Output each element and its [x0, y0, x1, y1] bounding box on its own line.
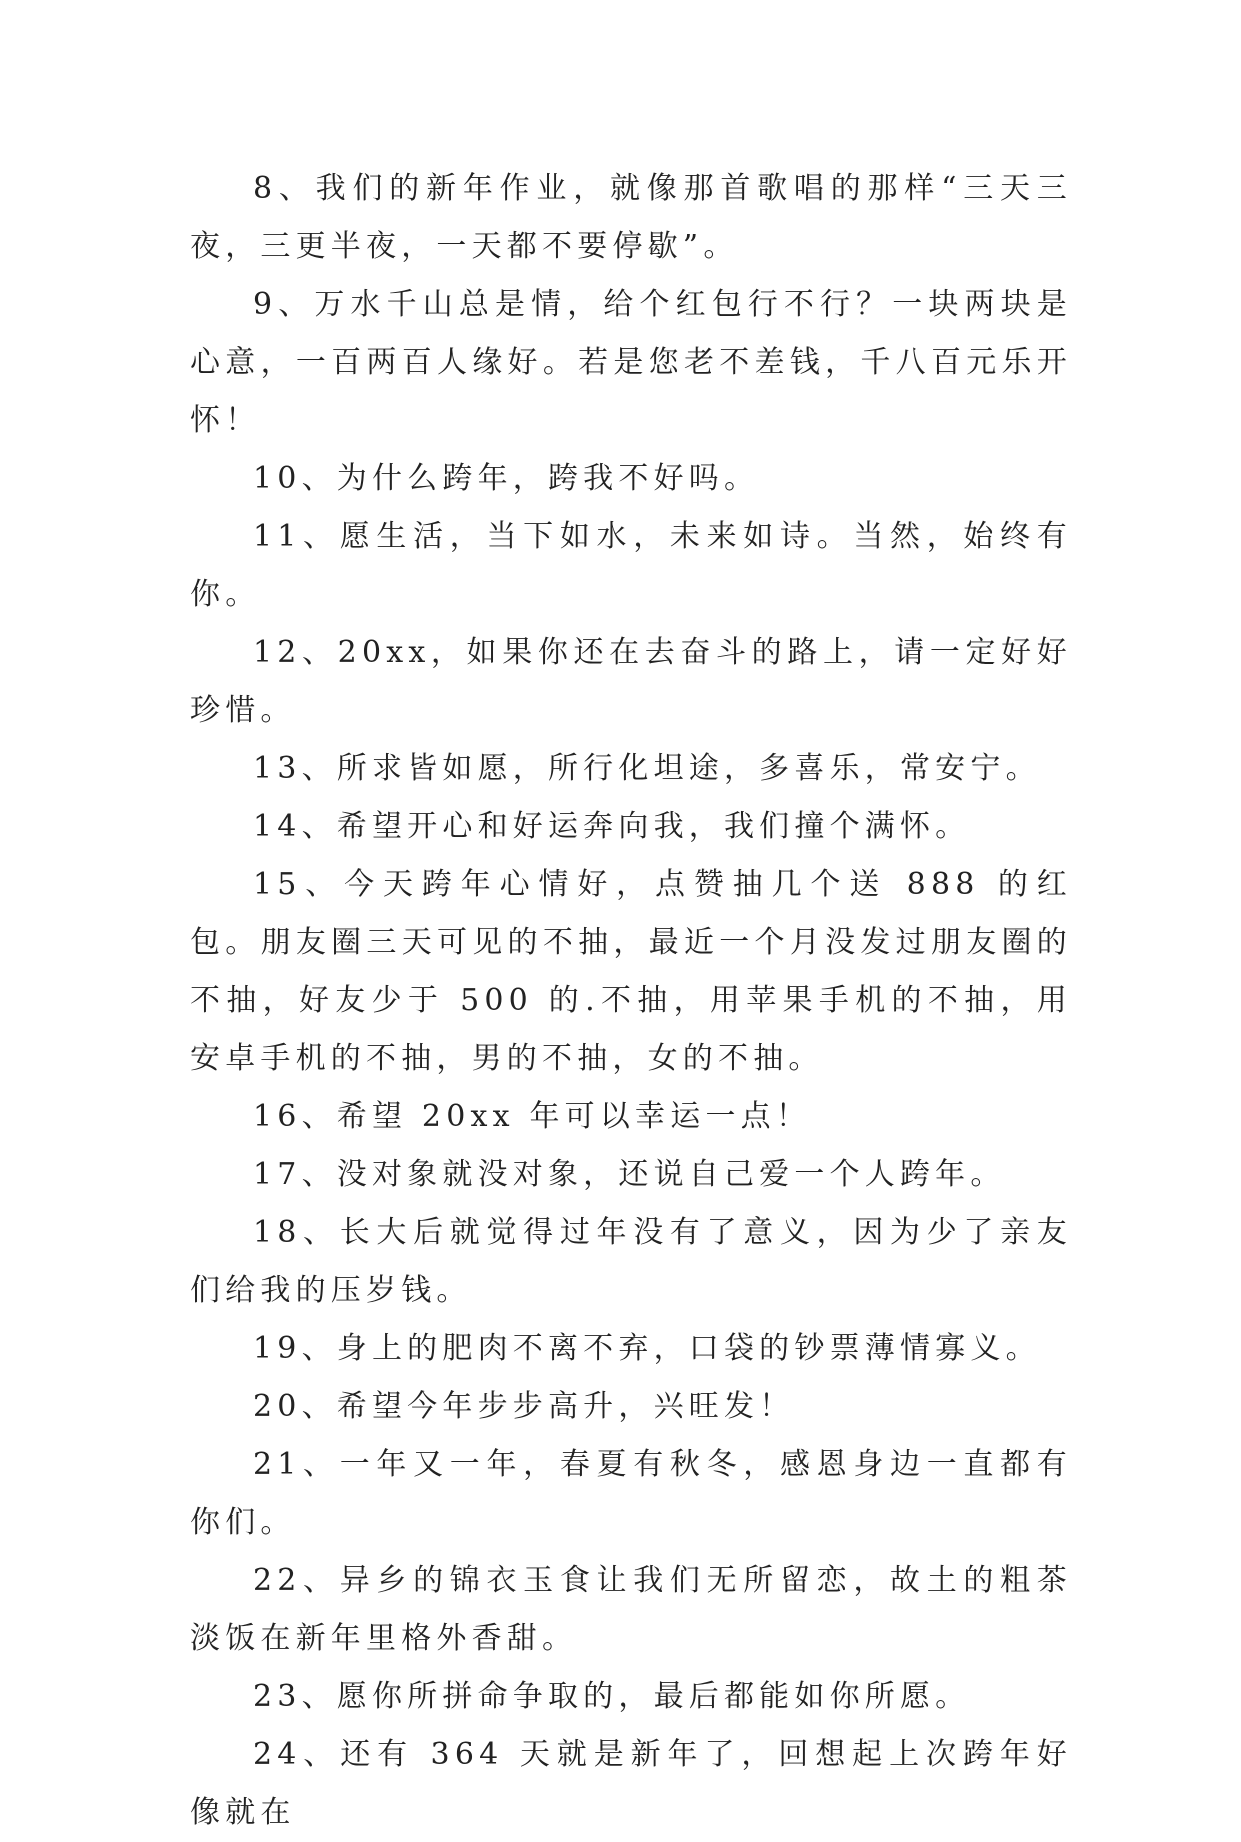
paragraph-11: 11、愿生活，当下如水，未来如诗。当然，始终有你。	[190, 519, 1072, 612]
paragraph-15: 15、今天跨年心情好，点赞抽几个送 888 的红包。朋友圈三天可见的不抽，最近一个月没发过朋友圈的不抽，好友少于 500 的.不抽，用苹果手机的不抽，用安卓手机的不抽，男的不抽，女的不抽。	[190, 867, 1072, 1076]
paragraph-24: 24、还有 364 天就是新年了，回想起上次跨年好像就在	[190, 1737, 1072, 1830]
paragraph-8: 8、我们的新年作业，就像那首歌唱的那样“三天三夜，三更半夜，一天都不要停歇”。	[190, 171, 1072, 264]
paragraph-19: 19、身上的肥肉不离不弃，口袋的钞票薄情寡义。	[253, 1331, 1041, 1366]
paragraph-17: 17、没对象就没对象，还说自己爱一个人跨年。	[253, 1157, 1006, 1192]
paragraph-23: 23、愿你所拼命争取的，最后都能如你所愿。	[253, 1679, 971, 1714]
paragraph-16: 16、希望 20xx 年可以幸运一点！	[253, 1099, 812, 1134]
paragraph-22: 22、异乡的锦衣玉食让我们无所留恋，故土的粗茶淡饭在新年里格外香甜。	[190, 1563, 1072, 1656]
paragraph-13: 13、所求皆如愿，所行化坦途，多喜乐，常安宁。	[253, 751, 1041, 786]
paragraph-18: 18、长大后就觉得过年没有了意义，因为少了亲友们给我的压岁钱。	[190, 1215, 1072, 1308]
paragraph-20: 20、希望今年步步高升，兴旺发！	[253, 1389, 795, 1424]
paragraph-21: 21、一年又一年，春夏有秋冬，感恩身边一直都有你们。	[190, 1447, 1072, 1540]
document-body	[190, 160, 1072, 1842]
paragraph-12: 12、20xx，如果你还在去奋斗的路上，请一定好好珍惜。	[190, 635, 1072, 728]
paragraph-14: 14、希望开心和好运奔向我，我们撞个满怀。	[253, 809, 971, 844]
paragraph-10: 10、为什么跨年，跨我不好吗。	[253, 461, 760, 496]
paragraph-9: 9、万水千山总是情，给个红包行不行？一块两块是心意，一百两百人缘好。若是您老不差钱，千八百元乐开怀！	[190, 287, 1072, 438]
